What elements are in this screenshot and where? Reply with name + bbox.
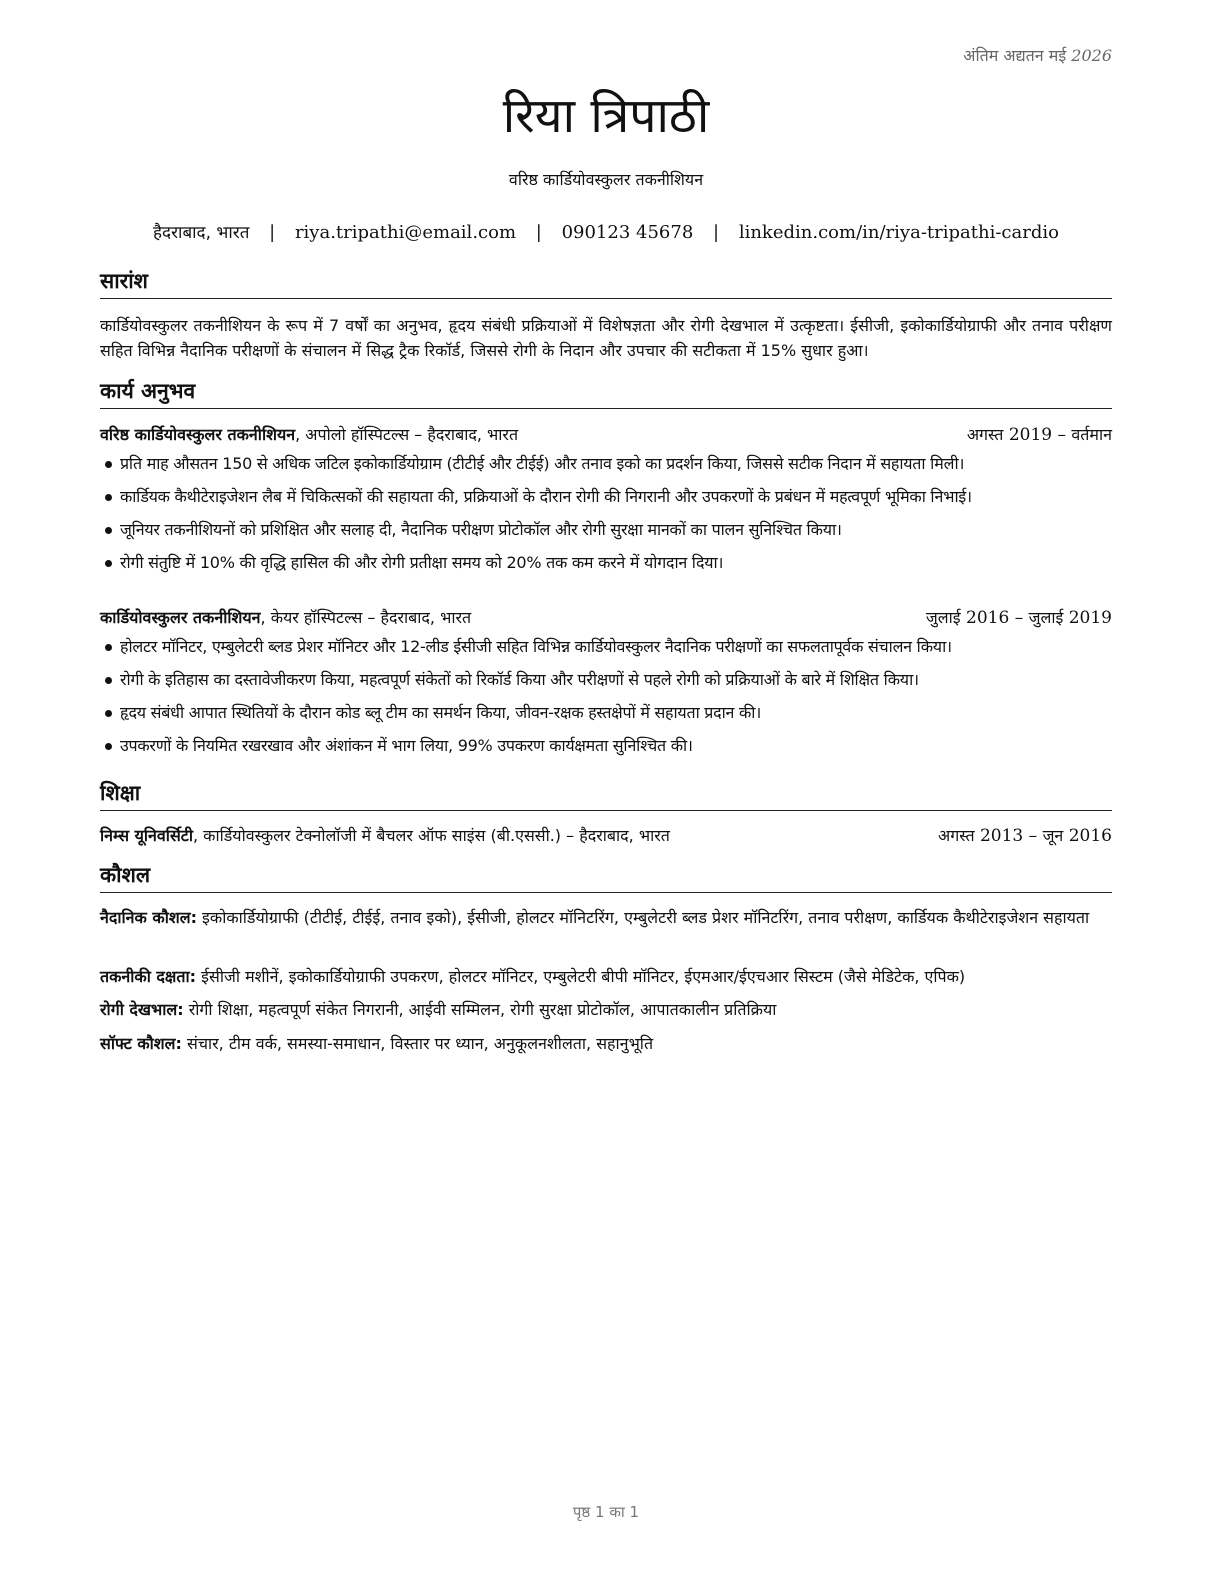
job-dates bbox=[926, 606, 1112, 630]
date-separator: – bbox=[1014, 608, 1024, 628]
page-label-of: का bbox=[609, 1503, 625, 1521]
contact-line bbox=[100, 220, 1112, 243]
section-heading-summary: सारांश bbox=[100, 268, 1112, 299]
contact-separator: | bbox=[269, 222, 276, 243]
last-updated bbox=[963, 44, 1112, 66]
date-month: अगस्त bbox=[966, 425, 1004, 444]
date-year: 2019 bbox=[1068, 608, 1112, 628]
date-month: अगस्त bbox=[938, 826, 975, 845]
list-item: रोगी के इतिहास का दस्तावेजीकरण किया, महत्वपूर्ण संकेतों को रिकॉर्ड किया और परीक्षणों से पहले रोगी को प्रक्रियाओं के बारे में शिक्षित किया। bbox=[100, 669, 1116, 702]
contact-location: हैदराबाद, भारत bbox=[153, 223, 250, 243]
date-end: वर्तमान bbox=[1071, 425, 1112, 444]
page-current: 1 bbox=[595, 1503, 605, 1521]
list-item: जूनियर तकनीशियनों को प्रशिक्षित और सलाह दी, नैदानिक परीक्षण प्रोटोकॉल और रोगी सुरक्षा मानकों का पालन सुनिश्चित किया। bbox=[100, 519, 1116, 552]
page-number bbox=[100, 1502, 1112, 1522]
last-updated-label: अंतिम अद्यतन मई bbox=[963, 46, 1067, 65]
skill-label: तकनीकी दक्षता: bbox=[100, 967, 197, 986]
skill-value: इकोकार्डियोग्राफी (टीटीई, टीईई, तनाव इको), ईसीजी, होलटर मॉनिटरिंग, एम्बुलेटरी ब्लड प्रेशर मॉनिटरिंग, तनाव परीक्षण, कार्डियक कैथीटेराइजेशन सहायता bbox=[196, 908, 1090, 927]
skill-value: ईसीजी मशीनें, इकोकार्डियोग्राफी उपकरण, होलटर मॉनिटर, एम्बुलेटरी बीपी मॉनिटर, ईएमआर/ईएचआर सिस्टम (जैसे मेडिटेक, एपिक) bbox=[196, 967, 966, 986]
date-month: जुलाई bbox=[1028, 608, 1064, 627]
date-month: जून bbox=[1042, 826, 1064, 845]
date-year: 2013 bbox=[979, 826, 1024, 846]
contact-phone[interactable]: 090123 45678 bbox=[561, 222, 694, 243]
list-item: हृदय संबंधी आपात स्थितियों के दौरान कोड ब्लू टीम का समर्थन किया, जीवन-रक्षक हस्तक्षेपों में सहायता प्रदान की। bbox=[100, 702, 1116, 735]
education-dates bbox=[938, 824, 1112, 848]
page-total: 1 bbox=[629, 1503, 640, 1521]
contact-email[interactable]: riya.tripathi@email.com bbox=[294, 222, 517, 243]
section-heading-education: शिक्षा bbox=[100, 780, 1112, 811]
date-year: 2019 bbox=[1008, 425, 1053, 445]
last-updated-year: 2026 bbox=[1071, 46, 1112, 65]
skill-row bbox=[100, 998, 1112, 1022]
date-year: 2016 bbox=[1068, 826, 1112, 846]
candidate-title: वरिष्ठ कार्डियोवस्कुलर तकनीशियन bbox=[508, 170, 704, 189]
job-bullets bbox=[100, 453, 1116, 585]
skill-label: रोगी देखभाल: bbox=[100, 1000, 184, 1019]
contact-linkedin[interactable]: linkedin.com/in/riya-tripathi-cardio bbox=[738, 222, 1059, 243]
candidate-name: रिया त्रिपाठी bbox=[502, 88, 710, 144]
list-item: रोगी संतुष्टि में 10% की वृद्धि हासिल की और रोगी प्रतीक्षा समय को 20% तक कम करने में योगदान दिया। bbox=[100, 552, 1116, 585]
skill-label: नैदानिक कौशल: bbox=[100, 908, 197, 927]
section-heading-experience: कार्य अनुभव bbox=[100, 378, 1112, 409]
skill-value: संचार, टीम वर्क, समस्या-समाधान, विस्तार पर ध्यान, अनुकूलनशीलता, सहानुभूति bbox=[181, 1034, 654, 1053]
date-separator: – bbox=[1057, 425, 1066, 445]
list-item: होलटर मॉनिटर, एम्बुलेटरी ब्लड प्रेशर मॉनिटर और 12-लीड ईसीजी सहित विभिन्न कार्डियोवस्कुलर नैदानिक परीक्षणों का सफलतापूर्वक संचालन किया। bbox=[100, 636, 1116, 669]
job-title-org bbox=[100, 606, 471, 630]
job-role: वरिष्ठ कार्डियोवस्कुलर तकनीशियन bbox=[100, 425, 296, 444]
skill-value: रोगी शिक्षा, महत्वपूर्ण संकेत निगरानी, आईवी सम्मिलन, रोगी सुरक्षा प्रोटोकॉल, आपातकालीन प्रतिक्रिया bbox=[183, 1000, 777, 1019]
skill-row bbox=[100, 965, 1112, 989]
education-detail: , कार्डियोवस्कुलर टेक्नोलॉजी में बैचलर ऑफ साइंस (बी.एससी.) – हैदराबाद, भारत bbox=[192, 826, 670, 845]
job-org: , अपोलो हॉस्पिटल्स – हैदराबाद, भारत bbox=[295, 425, 519, 444]
section-heading-skills: कौशल bbox=[100, 862, 1112, 893]
job-title-org bbox=[100, 423, 518, 447]
job-role: कार्डियोवस्कुलर तकनीशियन bbox=[100, 608, 261, 627]
date-year: 2016 bbox=[966, 608, 1010, 628]
education-school-detail bbox=[100, 824, 670, 848]
job-org: , केयर हॉस्पिटल्स – हैदराबाद, भारत bbox=[260, 608, 472, 627]
list-item: प्रति माह औसतन 150 से अधिक जटिल इकोकार्डियोग्राम (टीटीई और टीईई) और तनाव इको का प्रदर्शन किया, जिससे सटीक निदान में सहायता मिली। bbox=[100, 453, 1116, 486]
job-header bbox=[100, 606, 1112, 630]
education-entry bbox=[100, 824, 1112, 848]
job-bullets bbox=[100, 636, 1116, 768]
job-dates bbox=[967, 423, 1112, 447]
skill-label: सॉफ्ट कौशल: bbox=[100, 1034, 182, 1053]
resume-page bbox=[100, 0, 1112, 1584]
date-month: जुलाई bbox=[925, 608, 961, 627]
list-item: उपकरणों के नियमित रखरखाव और अंशांकन में भाग लिया, 99% उपकरण कार्यक्षमता सुनिश्चित की। bbox=[100, 735, 1116, 768]
page-label: पृष्ठ bbox=[572, 1503, 591, 1521]
job-header bbox=[100, 423, 1112, 447]
skill-row bbox=[100, 906, 1112, 930]
date-separator: – bbox=[1028, 826, 1038, 846]
contact-separator: | bbox=[713, 222, 720, 243]
summary-text: कार्डियोवस्कुलर तकनीशियन के रूप में 7 वर्षों का अनुभव, हृदय संबंधी प्रक्रियाओं में विशेषज्ञता और रोगी देखभाल में उत्कृष्टता। ईसीजी, इकोकार्डियोग्राफी और तनाव परीक्षण सहित विभिन्न नैदानिक परीक्षणों के संचालन में सिद्ध ट्रैक रिकॉर्ड, जिससे रोगी के निदान और उपचार की सटीकता में 15% सुधार हुआ। bbox=[100, 316, 1112, 360]
skill-row bbox=[100, 1032, 1112, 1056]
contact-separator: | bbox=[535, 222, 542, 243]
list-item: कार्डियक कैथीटेराइजेशन लैब में चिकित्सकों की सहायता की, प्रक्रियाओं के दौरान रोगी की निगरानी और उपकरणों के प्रबंधन में महत्वपूर्ण भूमिका निभाई। bbox=[100, 486, 1116, 519]
education-school: निम्स यूनिवर्सिटी bbox=[100, 826, 193, 845]
